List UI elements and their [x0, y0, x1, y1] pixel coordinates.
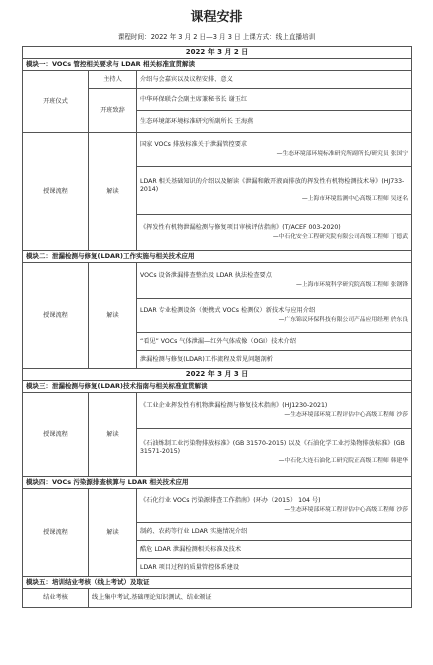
exam-label: 结业考核 [23, 589, 89, 608]
lecture-role: 解读 [89, 133, 137, 251]
speech-2: 生态环境部环境标准研究所副所长 王海燕 [137, 111, 412, 133]
opening-label: 开班仪式 [23, 71, 89, 133]
lecture-label: 授课流程 [23, 263, 89, 369]
module-row [23, 577, 412, 589]
topic-text: VOCs 设备泄漏排查整治及 LDAR 执法检查要点 [140, 272, 272, 279]
agenda-item [137, 489, 412, 523]
lecture-role: 解读 [89, 263, 137, 369]
topic-text: 酷危 LDAR 泄漏检测相关标准及技术 [137, 541, 412, 559]
agenda-item [137, 299, 412, 333]
topic-text: 《石油炼制工业污染物排放标准》(GB 31570-2015) 以及《石油化学工业污染物排放标准》(GB 31571-2015) [140, 440, 405, 455]
table-row [23, 133, 412, 167]
agenda-item [137, 429, 412, 477]
agenda-item [137, 133, 412, 167]
module2-title: 模块二：泄漏检测与修复(LDAR)工作实施与相关技术应用 [23, 251, 412, 263]
date-row-day1 [23, 47, 412, 59]
speaker-text: —生态环境部环境工程评估中心高级工程师 沙莎 [284, 411, 408, 418]
lecture-role: 解读 [89, 489, 137, 577]
lecture-label: 授课流程 [23, 489, 89, 577]
course-subtitle: 课程时间：2022 年 3 月 2 日—3 月 3 日 上课方式：线上直播培训 [117, 33, 316, 41]
module-row [23, 381, 412, 393]
module5-title: 模块五：培训结业考核（线上考试）及取证 [23, 577, 412, 589]
agenda-item [137, 167, 412, 215]
module1-title: 模块一：VOCs 管控相关要求与 LDAR 相关标准宣贯解读 [23, 59, 412, 71]
speaker-text: —生态环境部环境工程评估中心高级工程师 沙莎 [284, 506, 408, 513]
module4-title: 模块四：VOCs 污染源排查核算与 LDAR 相关技术应用 [23, 477, 412, 489]
topic-text: 制药、农药等行业 LDAR 实施情况介绍 [137, 523, 412, 541]
date-day1: 2022 年 3 月 2 日 [23, 47, 412, 59]
agenda-item [137, 393, 412, 429]
speech-1: 中华环保联合会副主席兼秘书长 谢玉红 [137, 89, 412, 111]
agenda-item [137, 263, 412, 299]
speech-role: 开班致辞 [89, 89, 137, 133]
speaker-text: —中石化大连石油化工研究院正高级工程师 韩建华 [278, 457, 408, 464]
topic-text: 《挥发性有机物泄漏检测与修复项目审核评估指南》(T/ACEF 003-2020) [140, 224, 341, 231]
table-row [23, 263, 412, 299]
agenda-item [137, 215, 412, 251]
host-text: 介绍与会嘉宾以及议程安排、意义 [137, 71, 412, 89]
topic-text: 国家 VOCs 排放标准关于泄漏管控要求 [140, 141, 248, 148]
topic-text: LDAR 项目过程的质量管控体系建设 [137, 559, 412, 577]
topic-text: LDAR 专业检测设备（便携式 VOCs 检测仪）新技术与应用介绍 [140, 307, 316, 314]
speaker-text: —广东锦议环保科技有限公司产品应用经理 於东良 [278, 316, 408, 323]
module-row [23, 477, 412, 489]
table-row [23, 489, 412, 523]
speaker-text: —上海市环境科学研究院高级工程师 张钢锋 [296, 281, 408, 288]
speaker-text: —上海市环境监测中心高级工程师 吴迓名 [301, 195, 408, 202]
module-row [23, 59, 412, 71]
topic-text: 泄漏检测与修复(LDAR)工作流程及常见问题剖析 [137, 351, 412, 369]
exam-text: 线上集中考试,基础理论知识测试、结业颁证 [89, 589, 412, 608]
page-title: 课程安排 [190, 10, 243, 25]
date-day2: 2022 年 3 月 3 日 [23, 369, 412, 381]
topic-text: 《石化行业 VOCs 污染源排查工作指南》(环办（2015） 104 号) [140, 497, 321, 504]
speaker-text: —中石化安全工程研究院有限公司高级工程师 丁德武 [272, 233, 408, 240]
schedule-table [22, 46, 412, 608]
speaker-text: —生态环境部环境标准研究所副所长/研究员 张国宁 [276, 150, 408, 157]
topic-text: “看见” VOCs 气体泄漏—红外气体成像（OGI）技术介绍 [137, 333, 412, 351]
module3-title: 模块三：泄漏检测与修复(LDAR)技术指南与相关标准宣贯解读 [23, 381, 412, 393]
lecture-role: 解读 [89, 393, 137, 477]
table-row [23, 71, 412, 89]
host-role: 主持人 [89, 71, 137, 89]
lecture-label: 授课流程 [23, 393, 89, 477]
date-row-day2 [23, 369, 412, 381]
module-row [23, 251, 412, 263]
lecture-label: 授课流程 [23, 133, 89, 251]
table-row [23, 393, 412, 429]
topic-text: LDAR 相关基础知识的介绍以及解读《泄漏和敞开液面排放的挥发性有机物检测技术导》(HJ733-2014) [140, 178, 405, 193]
topic-text: 《工业企业挥发性有机物泄漏检测与修复技术指南》(HJ1230-2021) [140, 402, 328, 409]
table-row [23, 589, 412, 608]
